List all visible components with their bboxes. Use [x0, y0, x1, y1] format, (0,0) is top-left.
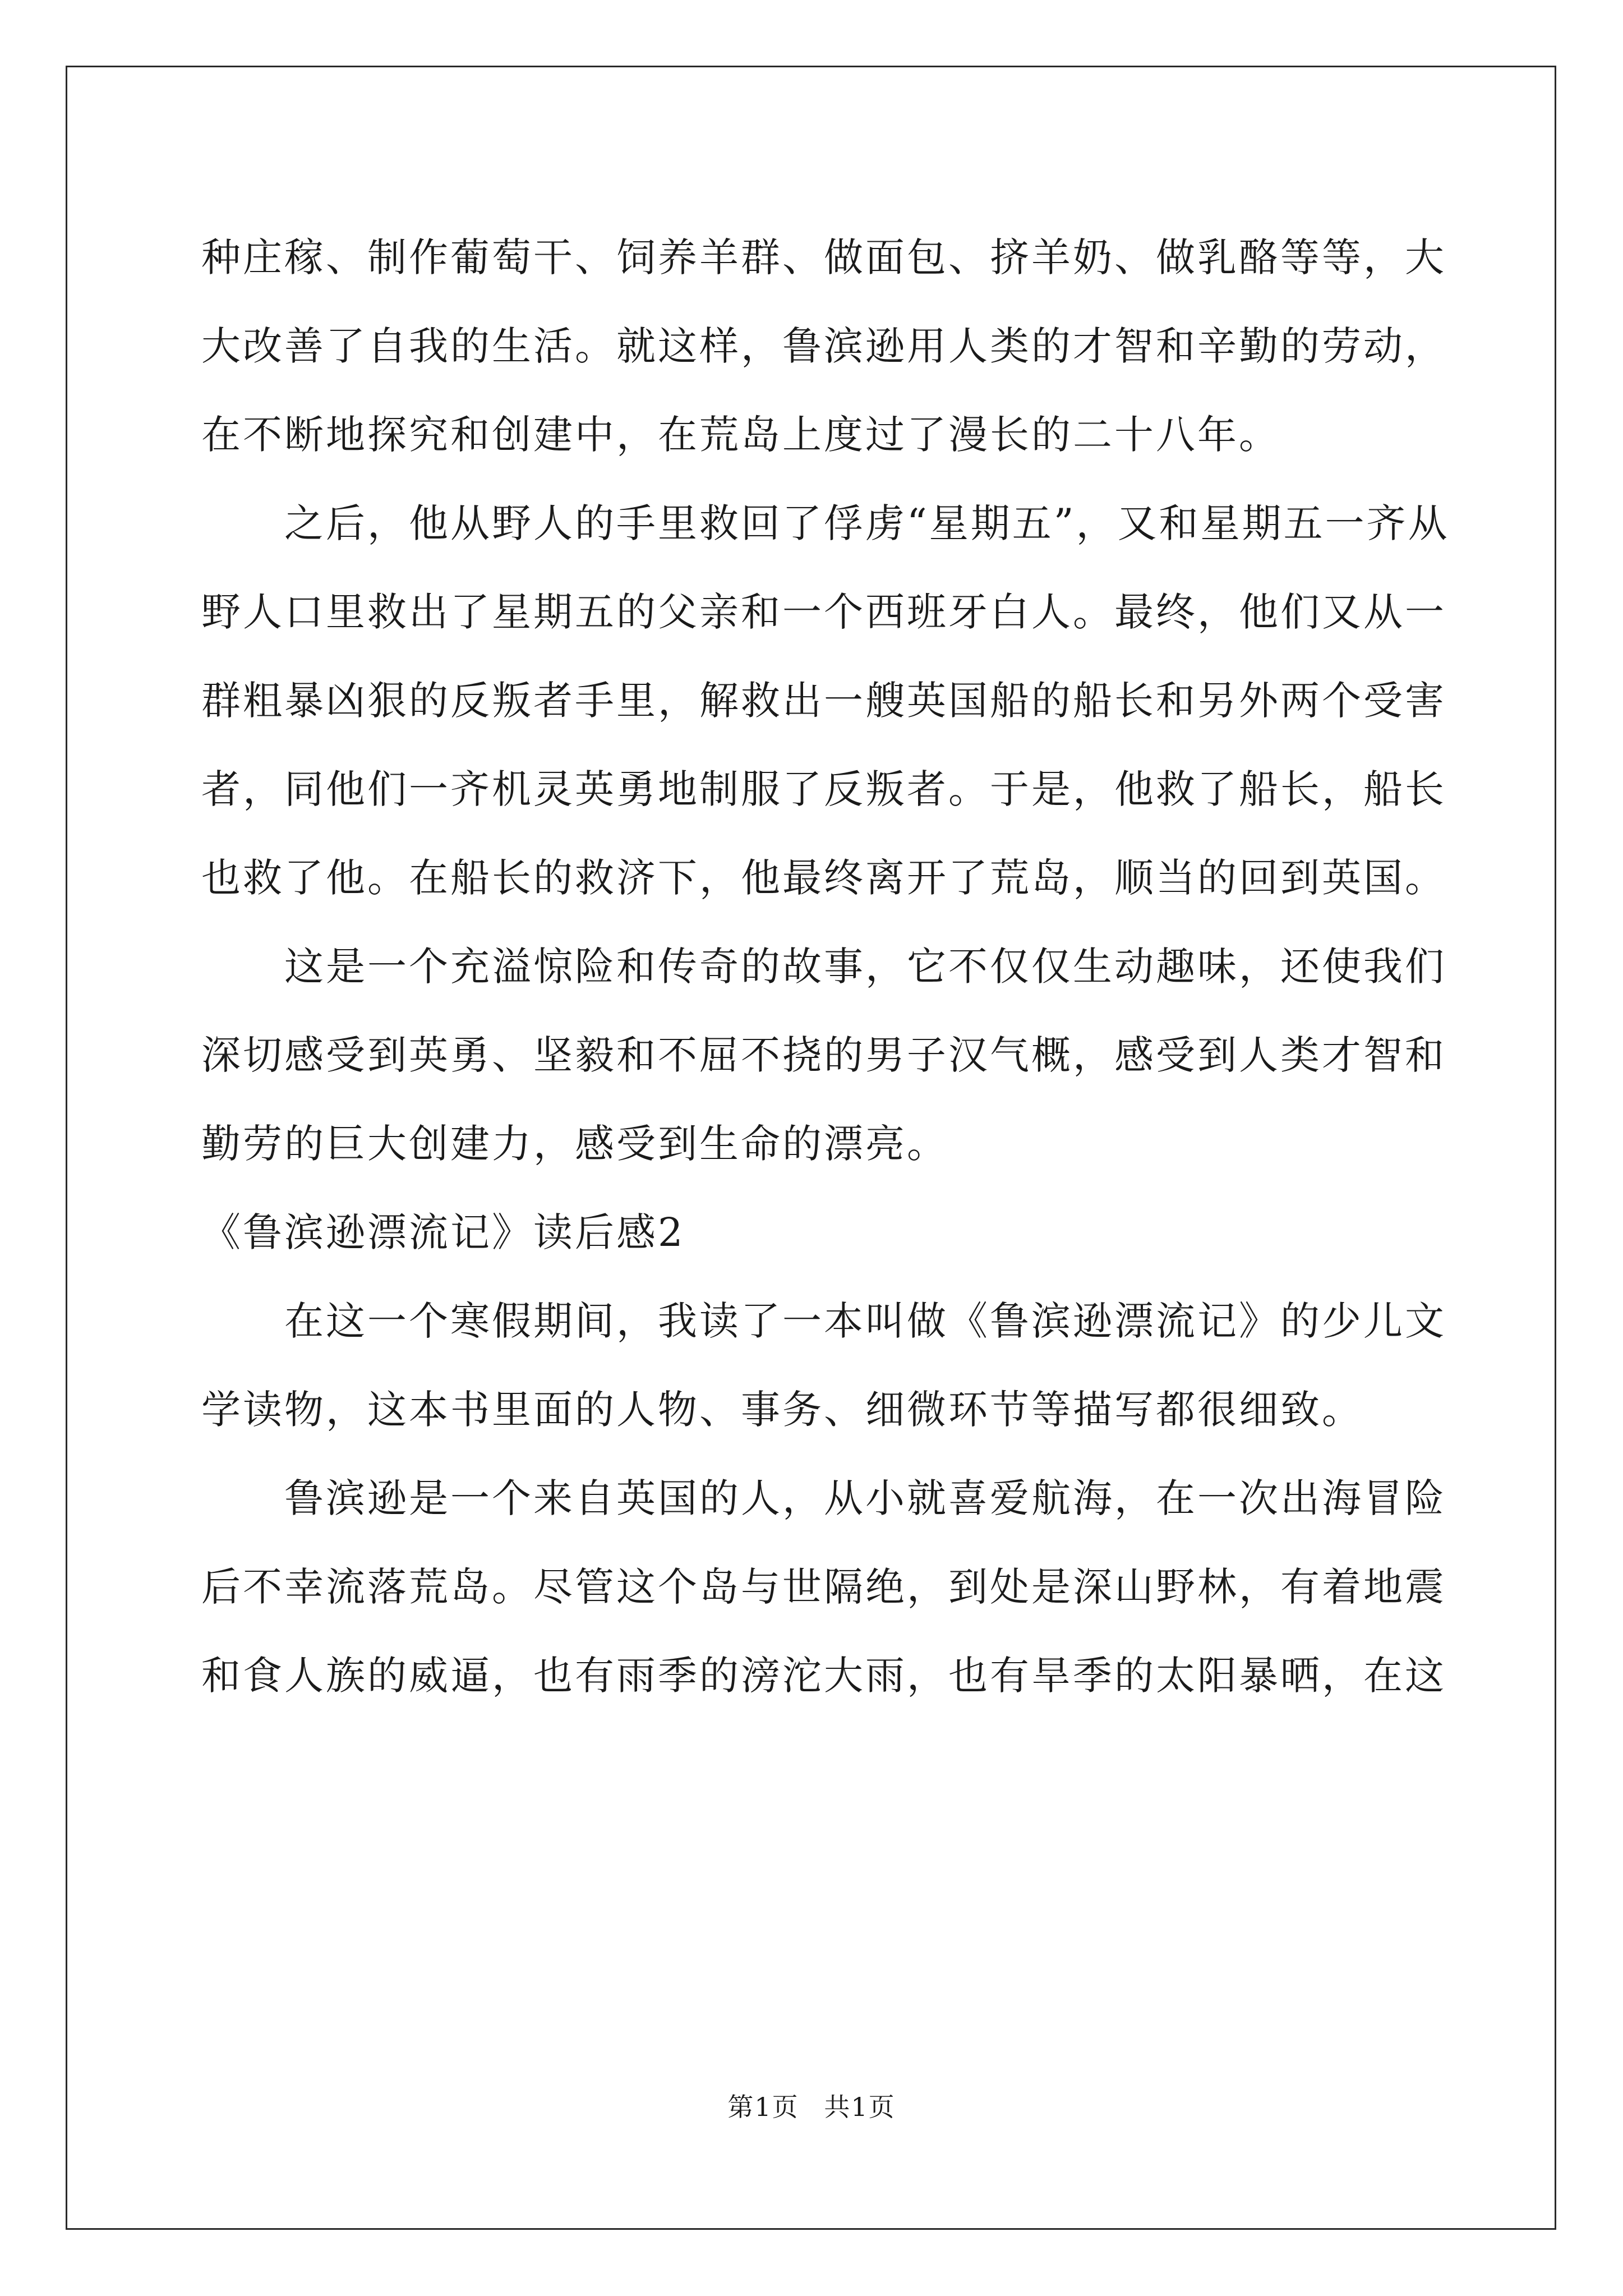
- text-line: 野人口里救出了星期五的父亲和一个西班牙白人。最终，他们又从一: [201, 589, 1446, 635]
- section-heading: 《鲁滨逊漂流记》读后感2: [201, 1209, 685, 1255]
- text-line: 和食人族的威逼，也有雨季的滂沱大雨，也有旱季的太阳暴晒，在这: [201, 1653, 1446, 1699]
- text-line: 者，同他们一齐机灵英勇地制服了反叛者。于是，他救了船长，船长: [201, 766, 1446, 812]
- text-line: 后不幸流落荒岛。尽管这个岛与世隔绝，到处是深山野林，有着地震: [201, 1564, 1446, 1610]
- paragraph-first-line: 在这一个寒假期间，我读了一本叫做《鲁滨逊漂流记》的少儿文: [284, 1298, 1446, 1344]
- text-line: 群粗暴凶狠的反叛者手里，解救出一艘英国船的船长和另外两个受害: [201, 678, 1446, 724]
- text-line: 深切感受到英勇、坚毅和不屈不挠的男子汉气概，感受到人类才智和: [201, 1032, 1446, 1078]
- text-line: 种庄稼、制作葡萄干、饲养羊群、做面包、挤羊奶、做乳酪等等，大: [201, 234, 1446, 280]
- document-body: [201, 213, 1450, 1720]
- text-line: 学读物，这本书里面的人物、事务、细微环节等描写都很细致。: [201, 1387, 1363, 1433]
- paragraph-first-line: 之后，他从野人的手里救回了俘虏“星期五”，又和星期五一齐从: [284, 500, 1450, 546]
- text-line: 也救了他。在船长的救济下，他最终离开了荒岛，顺当的回到英国。: [201, 855, 1446, 901]
- page-footer: [0, 2087, 1623, 2124]
- text-line: 在不断地探究和创建中，在荒岛上度过了漫长的二十八年。: [201, 412, 1280, 458]
- text-line: 大改善了自我的生活。就这样，鲁滨逊用人类的才智和辛勤的劳动，: [201, 323, 1446, 369]
- text-line: 勤劳的巨大创建力，感受到生命的漂亮。: [201, 1121, 948, 1167]
- page-number: 第1页: [727, 2092, 799, 2122]
- paragraph-first-line: 鲁滨逊是一个来自英国的人，从小就喜爱航海，在一次出海冒险: [284, 1475, 1446, 1521]
- page-total: 共1页: [824, 2092, 896, 2122]
- paragraph-first-line: 这是一个充溢惊险和传奇的故事，它不仅仅生动趣味，还使我们: [284, 944, 1446, 990]
